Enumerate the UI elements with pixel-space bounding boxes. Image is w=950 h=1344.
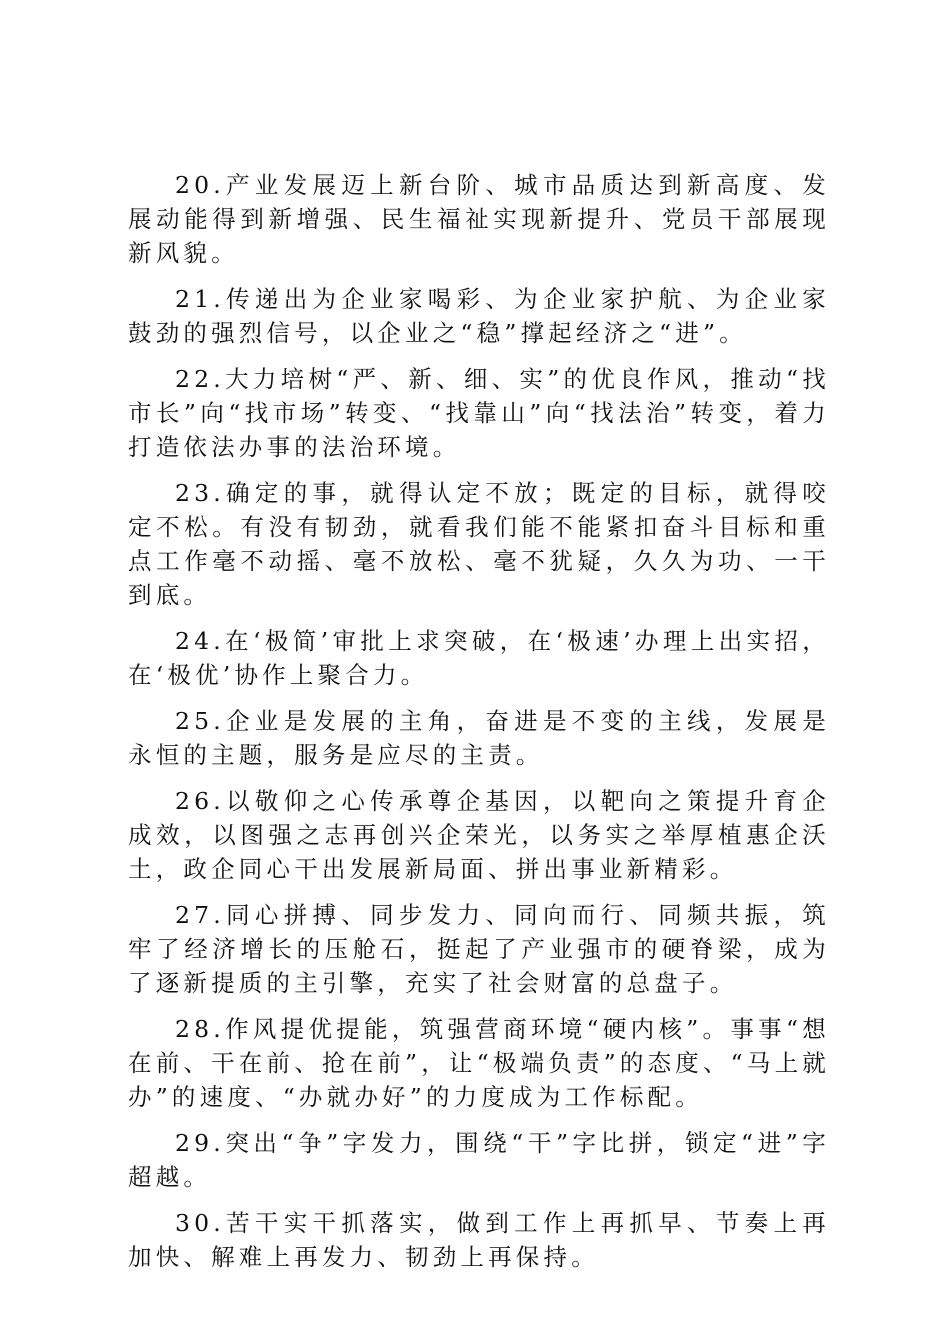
paragraph-25: 25.企业是发展的主角，奋进是不变的主线，发展是永恒的主题，服务是应尽的主责。 [128,707,830,769]
paragraph-30: 30.苦干实干抓落实，做到工作上再抓早、节奏上再加快、解难上再发力、韧劲上再保持。 [128,1209,830,1271]
paragraph-23: 23.确定的事，就得认定不放；既定的目标，就得咬定不松。有没有韧劲，就看我们能不能紧扣奋斗目标和重点工作毫不动摇、毫不放松、毫不犹疑，久久为功、一干到底。 [128,479,830,609]
paragraph-24: 24.在‘极简’审批上求突破，在‘极速’办理上出实招，在‘极优’协作上聚合力。 [128,627,830,689]
paragraph-26: 26.以敬仰之心传承尊企基因，以靶向之策提升育企成效，以图强之志再创兴企荣光，以务实之举厚植惠企沃土，政企同心干出发展新局面、拼出事业新精彩。 [128,787,830,883]
paragraph-22: 22.大力培树“严、新、细、实”的优良作风，推动“找市长”向“找市场”转变、“找靠山”向“找法治”转变，着力打造依法办事的法治环境。 [128,365,830,461]
paragraph-27: 27.同心拼搏、同步发力、同向而行、同频共振，筑牢了经济增长的压舱石，挺起了产业强市的硬脊梁，成为了逐新提质的主引擎，充实了社会财富的总盘子。 [128,901,830,997]
paragraph-21: 21.传递出为企业家喝彩、为企业家护航、为企业家鼓劲的强烈信号，以企业之“稳”撑起经济之“进”。 [128,285,830,347]
paragraph-29: 29.突出“争”字发力，围绕“干”字比拼，锁定“进”字超越。 [128,1129,830,1191]
paragraph-20: 20.产业发展迈上新台阶、城市品质达到新高度、发展动能得到新增强、民生福祉实现新提升、党员干部展现新风貌。 [128,171,830,267]
paragraph-28: 28.作风提优提能，筑强营商环境“硬内核”。事事“想在前、干在前、抢在前”，让“极端负责”的态度、“马上就办”的速度、“办就办好”的力度成为工作标配。 [128,1015,830,1111]
